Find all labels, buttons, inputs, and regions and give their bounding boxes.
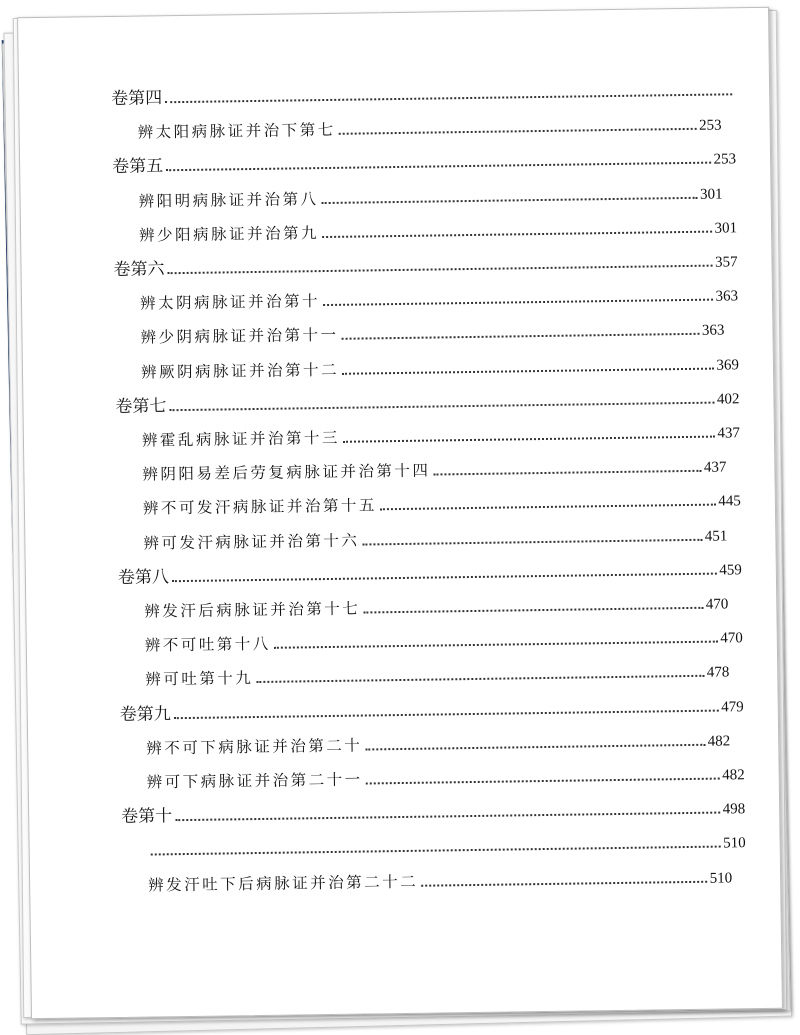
toc-entry-title: 卷第八 — [117, 567, 170, 588]
dot-leader — [362, 538, 701, 545]
dot-leader — [322, 230, 711, 237]
toc-page-number: 470 — [705, 596, 729, 613]
dot-leader — [322, 196, 697, 203]
toc-entry-title: 辨霍乱病脉证并治第十三 — [141, 428, 341, 450]
toc-page-number: 482 — [722, 767, 745, 784]
dot-leader — [151, 846, 720, 856]
toc-entry-title: 辨少阴病脉证并治第十一 — [140, 326, 339, 347]
dot-leader — [274, 641, 717, 649]
dot-leader — [174, 709, 718, 719]
table-of-contents — [18, 8, 782, 1018]
dot-leader — [342, 333, 699, 340]
toc-page-number: 301 — [699, 186, 723, 203]
dot-leader — [165, 93, 732, 103]
dot-leader — [339, 128, 696, 135]
toc-page-number: 459 — [719, 562, 742, 579]
toc-page-number: 479 — [721, 698, 744, 716]
toc-page-number: 402 — [716, 391, 740, 408]
toc-volume-row — [121, 796, 745, 827]
toc-chapter-row — [137, 113, 721, 143]
toc-chapter-row — [138, 181, 722, 211]
toc-entry-title: 辨发汗吐下后病脉证并治第二十二 — [148, 872, 419, 895]
toc-chapter-row — [145, 660, 729, 690]
toc-chapter-row — [142, 420, 740, 450]
dot-leader — [168, 265, 712, 275]
toc-chapter-row — [140, 283, 738, 313]
dot-leader — [421, 880, 706, 886]
toc-entry-title: 辨厥阴病脉证并治第十二 — [140, 360, 340, 382]
toc-page-number: 451 — [704, 528, 728, 545]
toc-page-number: 510 — [709, 869, 733, 887]
toc-page — [17, 7, 783, 1019]
dot-leader — [433, 470, 700, 476]
toc-page-number: 478 — [706, 664, 730, 682]
toc-page-number: 363 — [715, 288, 739, 305]
toc-page-number: 437 — [717, 425, 741, 442]
toc-chapter-row — [143, 523, 727, 553]
dot-leader — [343, 436, 714, 443]
toc-entry-title: 辨少阳病脉证并治第九 — [138, 223, 320, 245]
toc-entry-title: 辨发汗后病脉证并治第十七 — [144, 599, 361, 621]
toc-entry-title: 辨太阴病脉证并治第十 — [139, 292, 321, 313]
toc-entry-title: 辨可发汗病脉证并治第十六 — [143, 531, 360, 553]
toc-chapter-row — [146, 728, 730, 758]
toc-page-number: 357 — [714, 254, 738, 271]
toc-page-number: 253 — [713, 151, 737, 168]
toc-volume-row — [113, 249, 737, 280]
dot-leader — [366, 778, 719, 785]
dot-leader — [256, 675, 703, 683]
toc-page-number: 253 — [699, 117, 722, 134]
toc-entry-title: 卷第五 — [112, 156, 164, 178]
dot-leader — [166, 162, 710, 172]
toc-entry-title: 卷第七 — [115, 396, 167, 417]
toc-entry-title: 辨太阳病脉证并治下第七 — [137, 121, 336, 142]
dot-leader — [170, 401, 714, 411]
toc-entry-title: 辨可吐第十九 — [145, 669, 254, 689]
toc-chapter-row — [147, 762, 745, 792]
toc-entry-title: 辨阳明病脉证并治第八 — [138, 189, 319, 211]
toc-entry-title: 卷第六 — [113, 259, 165, 280]
toc-page-number: 301 — [714, 220, 738, 237]
toc-volume-row — [115, 386, 739, 417]
toc-entry-title: 卷第四 — [111, 88, 163, 109]
toc-page-number: 437 — [703, 459, 727, 476]
toc-chapter-row — [143, 489, 741, 519]
dot-leader — [323, 299, 712, 306]
toc-entry-title: 辨不可下病脉证并治第二十 — [146, 736, 363, 758]
toc-volume-row — [112, 147, 736, 178]
toc-chapter-row — [139, 215, 737, 245]
toc-volume-row — [118, 557, 742, 588]
toc-chapter-row — [144, 591, 728, 621]
toc-chapter-row — [142, 455, 726, 485]
toc-page-number: 482 — [707, 733, 731, 750]
toc-chapter-row — [141, 352, 739, 382]
dot-leader — [172, 572, 716, 582]
dot-leader — [175, 812, 719, 822]
toc-entry-title: 卷第九 — [119, 703, 171, 725]
toc-entry-title: 辨可下病脉证并治第二十一 — [146, 770, 363, 792]
toc-page-number: 445 — [718, 493, 741, 510]
toc-volume-row — [111, 78, 735, 109]
dot-leader — [380, 504, 715, 511]
toc-page-number: 498 — [722, 801, 746, 818]
toc-entry-title: 卷第十 — [121, 806, 173, 828]
toc-entry-title: 辨不可吐第十八 — [144, 635, 271, 655]
toc-chapter-row — [148, 831, 746, 861]
toc-entry-title: 辨不可发汗病脉证并治第十五 — [142, 496, 378, 518]
dot-leader — [365, 744, 704, 751]
dot-leader — [363, 607, 702, 614]
toc-page-number: 470 — [720, 630, 743, 647]
toc-entry-title: 辨阴阳易差后劳复病脉证并治第十四 — [142, 461, 431, 484]
toc-volume-row — [120, 694, 744, 725]
toc-chapter-row — [140, 318, 724, 348]
toc-chapter-row — [148, 865, 732, 895]
toc-page-number: 363 — [701, 322, 725, 340]
toc-page-number: 369 — [716, 356, 740, 374]
toc-chapter-row — [145, 625, 743, 655]
dot-leader — [342, 367, 713, 374]
toc-page-number: 510 — [723, 835, 746, 852]
